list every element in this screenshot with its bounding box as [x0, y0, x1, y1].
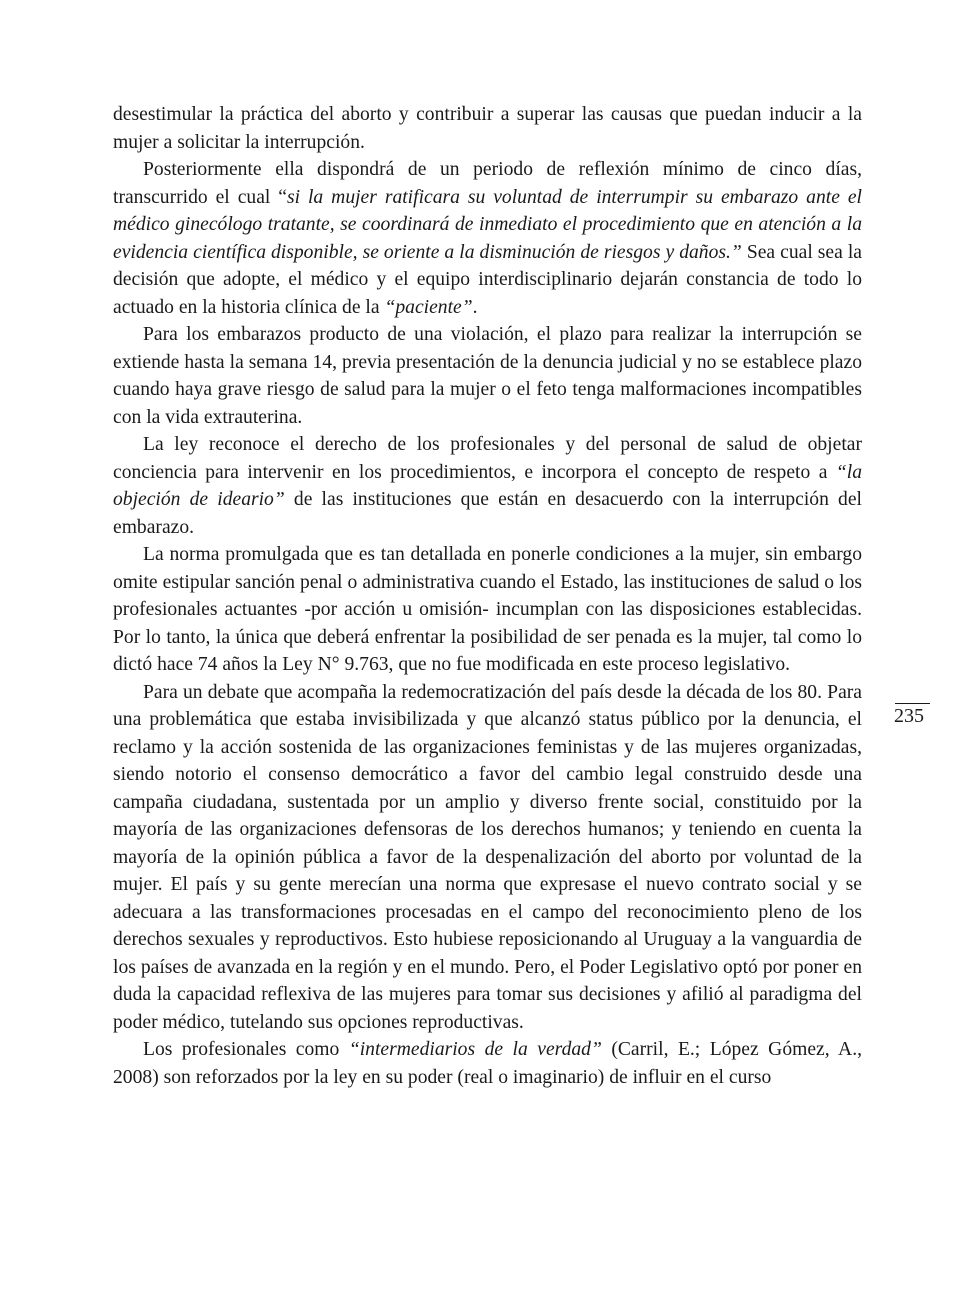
- italic-quote: “la objeción de ideario”: [113, 461, 862, 510]
- paragraph-text: La ley reconoce el derecho de los profesionales y del personal de salud de objetar conciencia para intervenir en los procedimientos, e incorpora el concepto de respeto a: [113, 434, 862, 483]
- body-paragraph: [113, 431, 862, 541]
- paragraph-text: Para un debate que acompaña la redemocratización del país desde la década de los 80. Para una problemática que estaba invisibilizada y que alcanzó status público por la denuncia, el reclamo y la acción sostenida de las organizaciones feministas y de las mujeres organizadas, siendo notorio el consenso democrático a favor del cambio legal construido desde una campaña ciudadana, sustentada por un amplio y diverso frente social, constituido por la mayoría de las organizaciones defensoras de los derechos humanos; y teniendo en cuenta la mayoría de la opinión pública a favor de la despenalización del aborto por voluntad de la mujer. El país y su gente merecían una norma que expresase el nuevo contrato social y se adecuara a las transformaciones procesadas en el campo del reconocimiento pleno de los derechos sexuales y reproductivos. Esto hubiese reposicionando al Uruguay a la vanguardia de los países de avanzada en la región y en el mundo. Pero, el Poder Legislativo optó por poner en duda la capacidad reflexiva de las mujeres para tomar sus decisiones y afilió al paradigma del poder médico, tutelando sus opciones reproductivas.: [113, 681, 862, 1033]
- paragraph-text: desestimular la práctica del aborto y contribuir a superar las causas que puedan inducir a la mujer a solicitar la interrupción.: [113, 104, 862, 153]
- body-paragraph: [113, 156, 862, 321]
- italic-quote: si la mujer ratificara su voluntad de interrumpir su embarazo ante el médico ginecólogo tratante, se coordinará de inmediato el procedimiento que en atención a la evidencia científica disponible, se oriente a la disminución de riesgos y daños.”: [113, 186, 862, 263]
- body-paragraph: [113, 541, 862, 679]
- body-paragraph: [113, 321, 862, 431]
- paragraph-text: Posteriormente ella dispondrá de un periodo de reflexión mínimo de cinco días, transcurrido el cual “: [113, 159, 862, 208]
- italic-quote: “paciente”: [384, 296, 473, 318]
- body-paragraph: [113, 101, 862, 156]
- page-number: 235: [894, 705, 924, 727]
- paragraph-text: de las instituciones que están en desacuerdo con la interrupción del embarazo.: [113, 489, 862, 538]
- paragraph-text: Para los embarazos producto de una violación, el plazo para realizar la interrupción se extiende hasta la semana 14, previa presentación de la denuncia judicial y no se establece plazo cuando haya grave riesgo de salud para la mujer o el feto tenga malformaciones incompatibles con la vida extrauterina.: [113, 324, 862, 428]
- paragraph-text: Sea cual sea la decisión que adopte, el médico y el equipo interdisciplinario dejarán constancia de todo lo actuado en la historia clínica de la: [113, 241, 862, 318]
- paragraph-text: Los profesionales como: [143, 1039, 349, 1060]
- paragraph-text: La norma promulgada que es tan detallada en ponerle condiciones a la mujer, sin embargo omite estipular sanción penal o administrativa cuando el Estado, las instituciones de salud o los profesionales actuantes -por acción u omisión- incumplan con las disposiciones establecidas. Por lo tanto, la única que deberá enfrentar la posibilidad de ser penada es la mujer, tal como lo dictó hace 74 años la Ley N° 9.763, que no fue modificada en este proceso legislativo.: [113, 544, 862, 675]
- body-paragraph: [113, 679, 862, 1037]
- italic-quote: “intermediarios de la verdad”: [348, 1039, 602, 1060]
- paragraph-text: .: [472, 296, 478, 318]
- body-paragraph: [113, 1036, 862, 1091]
- page-body: [113, 101, 862, 1091]
- paragraph-text: (Carril, E.; López Gómez, A., 2008) son reforzados por la ley en su poder (real o imaginario) de influir en el curso: [113, 1039, 862, 1088]
